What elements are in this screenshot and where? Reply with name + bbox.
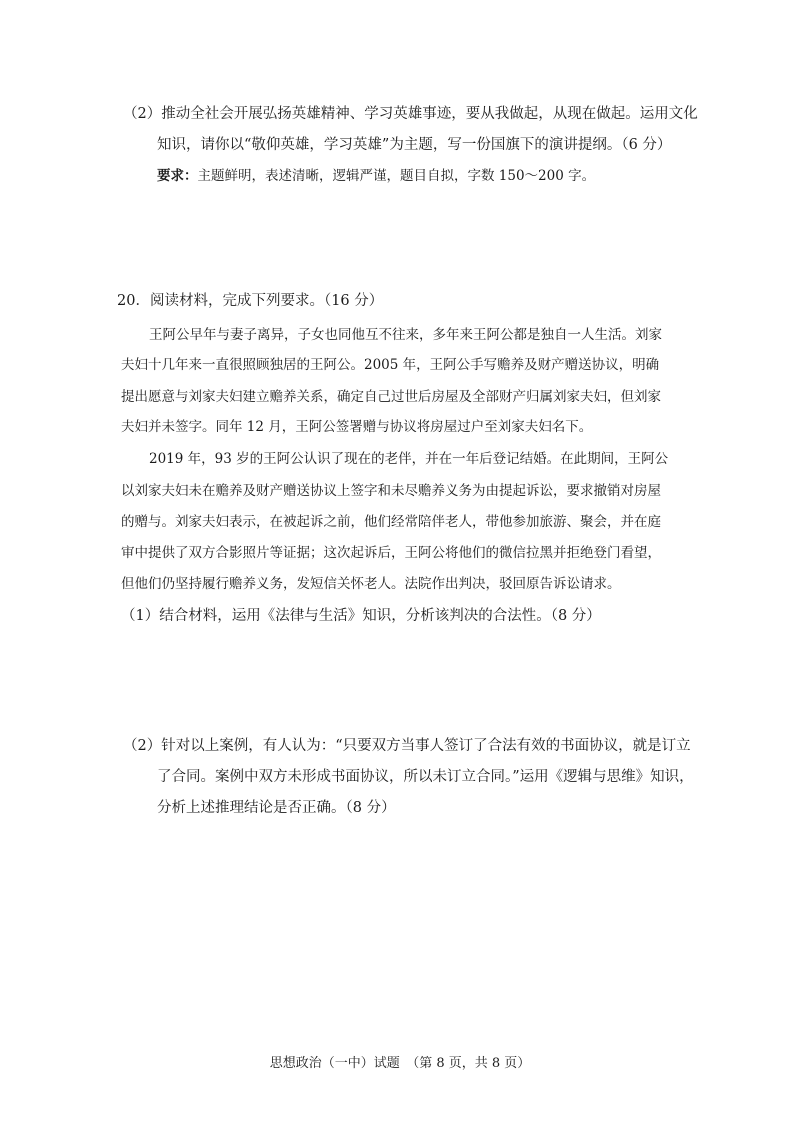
page-footer: 思想政治（一中）试题 （第 8 页，共 8 页） — [269, 1056, 531, 1071]
q20-material-para2-line4: 审中提供了双方合影照片等证据；这次起诉后，王阿公将他们的微信拉黑并拒绝登门看望， — [121, 545, 661, 561]
q20-material-para2-line2: 以刘家夫妇未在赡养及财产赠送协议上签字和未尽赡养义务为由提起诉讼，要求撤销对房屋 — [121, 483, 661, 499]
q20-material-para1-line3: 提出愿意与刘家夫妇建立赡养关系，确定自己过世后房屋及全部财产归属刘家夫妇，但刘家 — [121, 389, 661, 405]
q20-material-para1-line4: 夫妇并未签字。同年 12 月，王阿公签署赠与协议将房屋过户至刘家夫妇名下。 — [121, 419, 593, 435]
requirement-text: 主题鲜明，表述清晰，逻辑严谨，题目自拟，字数 150～200 字。 — [197, 168, 596, 184]
requirement-label: 要求： — [157, 168, 198, 184]
q20-material-para1-line1: 王阿公早年与妻子离异，子女也同他互不往来，多年来王阿公都是独自一人生活。刘家 — [149, 327, 662, 343]
q20-part2-line3: 分析上述推理结论是否正确。（8 分） — [157, 800, 396, 816]
q20-material-para2-line1: 2019 年，93 岁的王阿公认识了现在的老伴，并在一年后登记结婚。在此期间，王阿公 — [149, 451, 669, 467]
q20-material-para2-line3: 的赠与。刘家夫妇表示，在被起诉之前，他们经常陪伴老人，带他参加旅游、聚会，并在庭 — [121, 514, 661, 530]
q19-part2-line1: （2）推动全社会开展弘扬英雄精神、学习英雄事迹，要从我做起，从现在做起。运用文化 — [123, 106, 698, 122]
q20-part2-line1: （2）针对以上案例，有人认为：“只要双方当事人签订了合法有效的书面协议，就是订立 — [123, 738, 691, 754]
q20-heading: 20．阅读材料，完成下列要求。（16 分） — [117, 293, 384, 309]
q19-part2-line2: 知识，请你以“敬仰英雄，学习英雄”为主题，写一份国旗下的演讲提纲。（6 分） — [157, 137, 672, 153]
q19-requirement — [157, 166, 595, 186]
q20-part2-line2: 了合同。案例中双方未形成书面协议，所以未订立合同。”运用《逻辑与思维》知识， — [157, 769, 694, 785]
q20-material-para1-line2: 夫妇十几年来一直很照顾独居的王阿公。2005 年，王阿公手写赡养及财产赠送协议，明确 — [121, 357, 660, 373]
q20-part1: （1）结合材料，运用《法律与生活》知识，分析该判决的合法性。（8 分） — [121, 608, 601, 624]
q20-material-para2-line5: 但他们仍坚持履行赡养义务，发短信关怀老人。法院作出判决，驳回原告诉讼请求。 — [121, 576, 621, 592]
